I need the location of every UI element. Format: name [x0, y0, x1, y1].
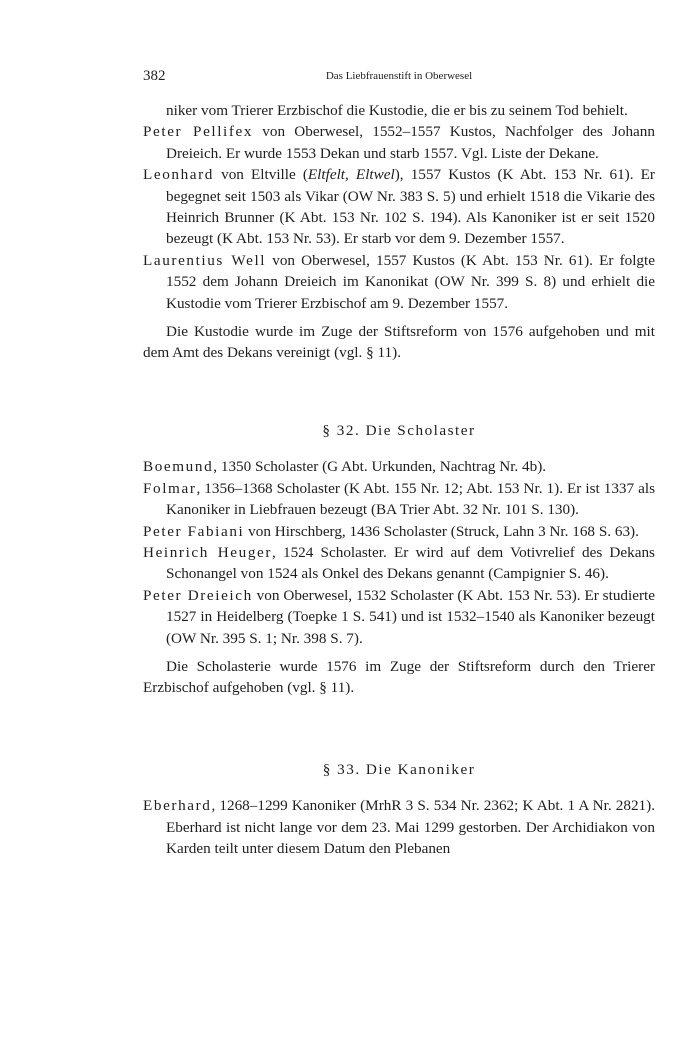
entry-peter-pellifex	[143, 121, 655, 164]
page-number: 382	[143, 68, 166, 84]
entry-eberhard	[143, 795, 655, 859]
entry-peter-fabiani	[143, 521, 655, 542]
section-heading-kanoniker: § 33. Die Kanoniker	[322, 760, 476, 778]
entry-name: Heinrich Heuger	[143, 543, 273, 561]
entry-text: von Oberwesel, 1552–1557 Kustos, Nachfolger des Johann Dreieich. Er wurde 1553 Dekan und starb 1557. Vgl. Liste der Dekane.	[166, 123, 655, 162]
entry-name: Peter Fabiani	[143, 522, 245, 540]
entry-folmar	[143, 478, 655, 521]
entry-name: Folmar	[143, 479, 197, 497]
entry-text: von Hirschberg, 1436 Scholaster (Struck, Lahn 3 Nr. 168 S. 63).	[244, 522, 639, 540]
entry-text: von Eltville (	[214, 166, 308, 184]
kustodie-note: Die Kustodie wurde im Zuge der Stiftsreform von 1576 aufgehoben und mit dem Amt des Dekans vereinigt (vgl. § 11).	[143, 323, 655, 362]
continuation-paragraph: niker vom Trierer Erzbischof die Kustodie, die er bis zu seinem Tod behielt.	[166, 102, 628, 119]
entry-text: von Oberwesel, 1532 Scholaster (K Abt. 153 Nr. 53). Er studierte 1527 in Heidelberg (Toepke 1 S. 541) und ist 1532–1540 als Kanoniker bezeugt (OW Nr. 395 S. 1; Nr. 398 S. 7).	[166, 586, 655, 647]
entry-text: , 1524 Scholaster. Er wird auf dem Votivrelief des Dekans Schonangel von 1524 als Onkel des Dekans genannt (Campignier S. 46).	[166, 543, 655, 583]
running-title: Das Liebfrauenstift in Oberwesel	[325, 70, 473, 82]
entry-name: Boemund	[143, 458, 214, 476]
entry-text: , 1350 Scholaster (G Abt. Urkunden, Nachtrag Nr. 4b).	[213, 458, 547, 476]
entry-text: , 1356–1368 Scholaster (K Abt. 155 Nr. 12; Abt. 153 Nr. 1). Er ist 1337 als Kanoniker in Liebfrauen bezeugt (BA Trier Abt. 32 Nr. 101 S. 130).	[166, 479, 655, 519]
entry-name: Peter Dreieich	[143, 586, 253, 604]
entry-text: , 1268–1299 Kanoniker (MrhR 3 S. 534 Nr. 2362; K Abt. 1 A Nr. 2821). Eberhard ist nicht lange vor dem 23. Mai 1299 gestorben. Der Archidiakon von Karden teilt unter diesem Datum den Plebanen	[166, 797, 655, 857]
entry-laurentius-well	[143, 250, 655, 314]
entry-name: Eberhard	[143, 797, 212, 815]
running-head	[143, 68, 655, 88]
entry-name: Laurentius Well	[143, 251, 267, 269]
body-text	[143, 100, 655, 859]
entry-heinrich-heuger	[143, 542, 655, 585]
scholasterie-note: Die Scholasterie wurde 1576 im Zuge der Stiftsreform durch den Trierer Erzbischof aufgehoben (vgl. § 11).	[143, 657, 655, 697]
section-heading-scholaster: § 32. Die Scholaster	[322, 421, 476, 439]
entry-boemund	[143, 456, 655, 477]
entry-italic-variants: Eltfelt, Eltwel	[307, 166, 395, 184]
entry-text: von Oberwesel, 1557 Kustos (K Abt. 153 Nr. 61). Er folgte 1552 dem Johann Dreieich im Kanonikat (OW Nr. 399 S. 8) und erhielt die Kustodie vom Trierer Erzbischof am 9. Dezember 1557.	[166, 251, 655, 312]
entry-text: ), 1557 Kustos (K Abt. 153 Nr. 61). Er begegnet seit 1503 als Vikar (OW Nr. 383 S. 5) und erhielt 1518 die Vikarie des Heinrich Brunner (K Abt. 153 Nr. 102 S. 194). Als Kanoniker ist er seit 1520 bezeugt (K Abt. 153 Nr. 53). Er starb vor dem 9. Dezember 1557.	[166, 166, 655, 248]
entry-peter-dreieich	[143, 585, 655, 649]
entry-name: Leonhard	[143, 166, 214, 184]
entry-name: Peter Pellifex	[143, 123, 254, 141]
entry-leonhard	[143, 164, 655, 250]
